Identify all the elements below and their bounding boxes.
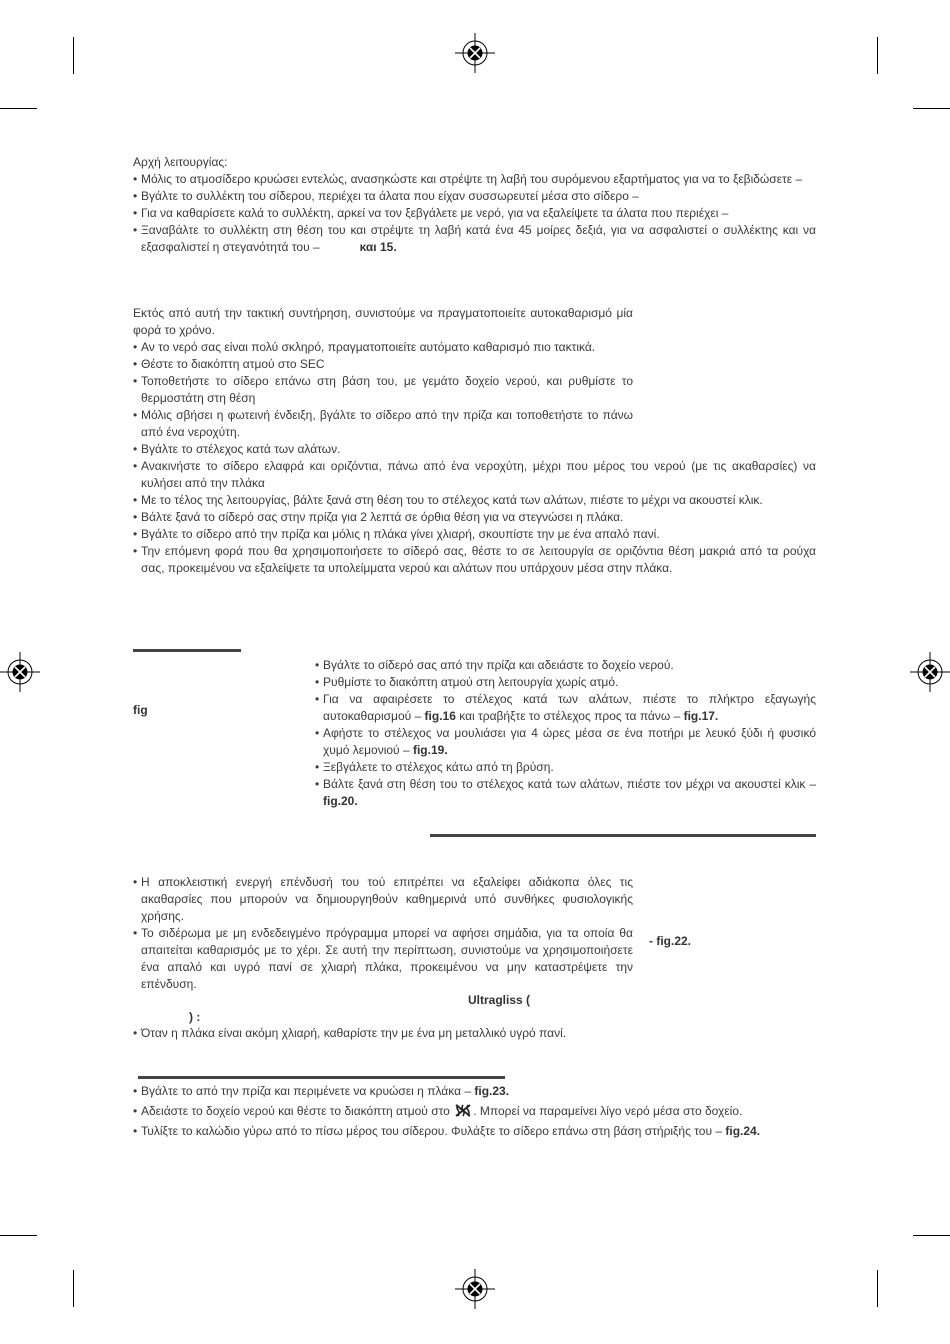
list-item: • Βάλτε ξανά στη θέση του το στέλεχος κατά των αλάτων, πιέστε τον μέχρι να ακουστεί κλικ – fig.20. [315, 776, 816, 810]
registration-mark-bottom-icon [455, 1269, 495, 1309]
crop-mark [0, 1235, 37, 1236]
figure-reference: fig.20. [323, 794, 358, 808]
list-item: • Βάλτε ξανά το σίδερό σας στην πρίζα για 2 λεπτά σε όρθια θέση για να στεγνώσει η πλάκα. [133, 509, 816, 526]
crop-mark [73, 1270, 74, 1307]
section-soleplate-last [133, 1025, 633, 1042]
section-divider [133, 649, 241, 652]
list-item: • Αν το νερό σας είναι πολύ σκληρό, πραγματοποιείτε αυτόματο καθαρισμό πιο τακτικά. [133, 339, 633, 356]
crop-mark [73, 37, 74, 74]
section-divider [430, 834, 816, 837]
steam-off-icon [455, 1103, 471, 1118]
figure-reference: fig.16 [424, 709, 456, 723]
list-item: • Την επόμενη φορά που θα χρησιμοποιήσετε το σίδερό σας, θέστε το σε λειτουργία σε οριζόντια θέση μακριά από τα ρούχα σας, προκειμένου να εξαλείψετε τα υπολείμματα νερού και αλάτων που υπάρχουν μέσα στην πλάκα. [133, 543, 816, 577]
crop-mark [0, 108, 37, 109]
figure-reference: fig.23. [474, 1084, 510, 1098]
list-item: • Για να αφαιρέσετε το στέλεχος κατά των αλάτων, πιέστε το πλήκτρο εξαγωγής αυτοκαθαρισμού – fig.16 και τραβήξτε το στέλεχος προς τα πάνω – fig.17. [315, 691, 816, 725]
side-label: fig [133, 703, 148, 717]
list-item: • Η αποκλειστική ενεργή επένδυσή του τού επιτρέπει να εξαλείφει αδιάκοπα όλες τις ακαθαρσίες που μπορούν να δημιουργηθούν καθημερινά υπό συνθήκες φυσιολογικής χρήσης. [133, 874, 633, 925]
section-soleplate [133, 874, 633, 993]
list-item: • Μόλις το ατμοσίδερο κρυώσει εντελώς, ανασηκώστε και στρέψτε τη λαβή του συρόμενου εξαρτήματος για να το ξεβιδώσετε – [133, 171, 816, 188]
bullet-list [133, 171, 816, 256]
list-item: • Ανακινήστε το σίδερο ελαφρά και οριζόντια, πάνω από ένα νεροχύτη, μέχρι που μέρος του νερού (με τις ακαθαρσίες) να κυλήσει από την πλάκα [133, 458, 816, 492]
bullet-list [133, 1025, 633, 1042]
crop-mark [913, 108, 950, 109]
bullet-list-narrow [133, 339, 633, 458]
list-item: • Βγάλτε το σίδερό σας από την πρίζα και αδειάστε το δοχείο νερού. [315, 657, 816, 674]
list-item: • Αδειάστε το δοχείο νερού και θέστε το διακόπτη ατμού στο . Μπορεί να παραμείνει λίγο νερό μέσα στο δοχείο. [133, 1103, 816, 1120]
list-item: • Ξεβγάλετε το στέλεχος κάτω από τη βρύση. [315, 759, 816, 776]
section-intro: Αρχή λειτουργίας: [133, 155, 228, 169]
list-item: • Μόλις σβήσει η φωτεινή ένδειξη, βγάλτε το σίδερο από την πρίζα και τοποθετήστε το πάνω από ένα νεροχύτη. [133, 407, 633, 441]
bullet-list [133, 1083, 816, 1140]
figure-reference: fig.19. [412, 743, 448, 757]
registration-mark-top-icon [455, 33, 495, 73]
section-anti-scale-rod [315, 657, 816, 810]
list-item: • Θέστε το διακόπτη ατμού στο SEC [133, 356, 633, 373]
registration-mark-right-icon [910, 652, 950, 692]
list-item: • Αφήστε το στέλεχος να μουλιάσει για 4 ώρες μέσα σε ένα ποτήρι με λευκό ξύδι ή φυσικό χυμό λεμονιού – fig.19. [315, 725, 816, 759]
list-item: • Ξαναβάλτε το συλλέκτη στη θέση του και στρέψτε τη λαβή κατά ένα 45 μοίρες δεξιά, για να ασφαλιστεί ο συλλέκτης και να εξασφαλιστεί η στεγανότητά του – και 15. [133, 222, 816, 256]
list-item: • Βγάλτε το από την πρίζα και περιμένετε να κρυώσει η πλάκα – fig.23. [133, 1083, 816, 1100]
section-collector-cleaning [133, 154, 816, 256]
list-item: • Βγάλτε το στέλεχος κατά των αλάτων. [133, 441, 633, 458]
section-intro: Εκτός από αυτή την τακτική συντήρηση, συνιστούμε να πραγματοποιείτε αυτοκαθαρισμό μία φορά το χρόνο. [133, 306, 633, 337]
bullet-list-wide [133, 458, 816, 577]
bullet-list [315, 657, 816, 810]
list-item: • Τοποθετήστε το σίδερο επάνω στη βάση του, με γεμάτο δοχείο νερού, και ρυθμίστε το θερμοστάτη στη θέση [133, 373, 633, 407]
list-item: • Ρυθμίστε το διακόπτη ατμού στη λειτουργία χωρίς ατμό. [315, 674, 816, 691]
list-item: • Με το τέλος της λειτουργίας, βάλτε ξανά στη θέση του το στέλεχος κατά των αλάτων, πιέστε το μέχρι να ακουστεί κλικ. [133, 492, 816, 509]
list-item: • Όταν η πλάκα είναι ακόμη χλιαρή, καθαρίστε την με ένα μη μεταλλικό υγρό πανί. [133, 1025, 633, 1042]
figure-reference: fig.24. [725, 1124, 761, 1138]
section-storage [133, 1083, 816, 1140]
list-item: • Τυλίξτε το καλώδιο γύρω από το πίσω μέρος του σίδερου. Φυλάξτε το σίδερο επάνω στη βάση στήριξής του – fig.24. [133, 1123, 816, 1140]
figure-reference: fig.17. [683, 709, 719, 723]
crop-mark [877, 1270, 878, 1307]
figure-reference: και 15. [359, 240, 397, 254]
list-item: • Βγάλτε το συλλέκτη του σίδερου, περιέχει τα άλατα που είχαν συσσωρευτεί μέσα στο σίδερο – [133, 188, 816, 205]
crop-mark [913, 1235, 950, 1236]
section-divider [138, 1076, 505, 1079]
bullet-list [133, 874, 633, 993]
registration-mark-left-icon [0, 652, 40, 692]
list-item: • Το σιδέρωμα με μη ενδεδειγμένο πρόγραμμα μπορεί να αφήσει σημάδια, για τα οποία θα απαιτείται καθαρισμός με το χέρι. Σε αυτή την περίπτωση, συνιστούμε να χρησιμοποιήσετε ένα απαλό και υγρό πανί σε χλιαρή πλάκα, προκειμένου να μην καταστρέψετε την επένδυση. [133, 925, 633, 993]
ultragliss-heading: Ultragliss ( [468, 993, 531, 1007]
list-item: • Βγάλτε το σίδερο από την πρίζα και μόλις η πλάκα γίνει χλιαρή, σκουπίστε την με ένα απαλό πανί. [133, 526, 816, 543]
ultragliss-heading-close: ) : [189, 1010, 201, 1024]
list-item: • Για να καθαρίσετε καλά το συλλέκτη, αρκεί να τον ξεβγάλετε με νερό, για να εξαλείψετε τα άλατα που περιέχει – [133, 205, 816, 222]
crop-mark [877, 37, 878, 74]
figure-reference: - fig.22. [649, 934, 692, 948]
section-self-cleaning [133, 305, 816, 577]
